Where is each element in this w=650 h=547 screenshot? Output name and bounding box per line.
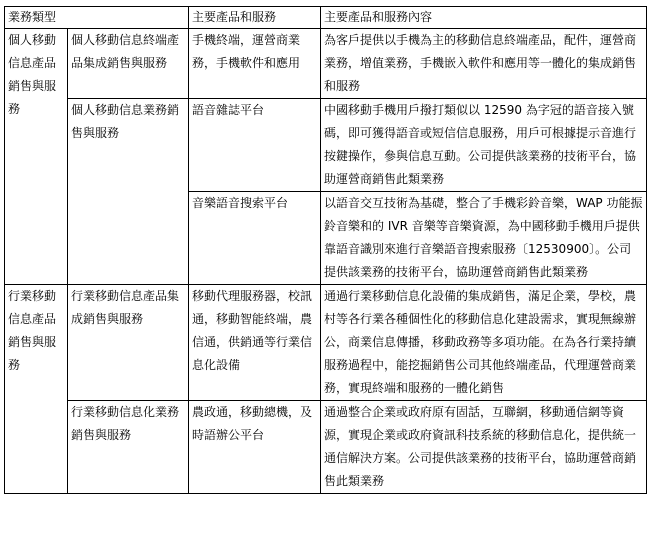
content-cell: 中國移動手機用戶撥打類似以 12590 為字冠的語音接入號碼，即可獲得語音或短信信息服務，用戶可根據提示音進行按鍵操作，參與信息互動。公司提供該業務的技術平台，協助運營商銷售此類業務 (321, 99, 647, 192)
content-cell: 通過整合企業或政府原有固話，互聯網，移動通信網等資源，實現企業或政府資訊科技系統的移動信息化，提供統一通信解決方案。公司提供該業務的技術平台，協助運營商銷售此類業務 (321, 401, 647, 494)
product-cell: 移動代理服務器，校訊通，移動智能終端，農信通，供銷通等行業信息化設備 (189, 285, 321, 401)
product-cell: 手機終端，運營商業務，手機軟件和應用 (189, 29, 321, 99)
content-cell: 以語音交互技術為基礎，整合了手機彩鈴音樂，WAP 功能振鈴音樂和的 IVR 音樂等音樂資源，為中國移動手機用戶提供靠語音識別來進行音樂語音搜索服務〔12530900〕。公司提供該業務的技術平台，協助運營商銷售此類業務 (321, 192, 647, 285)
category-cell: 行業移動信息產品銷售與服務 (5, 285, 68, 494)
subcategory-cell: 行業移動信息化業務銷售與服務 (68, 401, 189, 494)
header-products: 主要產品和服務 (189, 7, 321, 29)
product-cell: 音樂語音搜索平台 (189, 192, 321, 285)
table-row (5, 29, 647, 99)
table-row (5, 401, 647, 494)
table-row (5, 99, 647, 192)
content-cell: 通過行業移動信息化設備的集成銷售，滿足企業，學校，農村等各行業各種個性化的移動信息化建設需求，實現無線辦公，商業信息傳播，移動政務等多項功能。在為各行業持續服務過程中，能挖掘銷售公司其他終端產品，代理運營商業務，實現終端和服務的一體化銷售 (321, 285, 647, 401)
subcategory-cell: 個人移動信息業務銷售與服務 (68, 99, 189, 285)
header-business-type: 業務類型 (5, 7, 189, 29)
category-cell: 個人移動信息產品銷售與服務 (5, 29, 68, 285)
business-table (4, 6, 647, 494)
header-content: 主要產品和服務內容 (321, 7, 647, 29)
subcategory-cell: 行業移動信息產品集成銷售與服務 (68, 285, 189, 401)
subcategory-cell: 個人移動信息終端產品集成銷售與服務 (68, 29, 189, 99)
product-cell: 農政通，移動總機，及時語辦公平台 (189, 401, 321, 494)
product-cell: 語音雜誌平台 (189, 99, 321, 192)
content-cell: 為客戶提供以手機為主的移動信息終端產品，配件，運營商業務，增值業務，手機嵌入軟件和應用等一體化的集成銷售和服務 (321, 29, 647, 99)
table-row (5, 285, 647, 401)
header-row (5, 7, 647, 29)
